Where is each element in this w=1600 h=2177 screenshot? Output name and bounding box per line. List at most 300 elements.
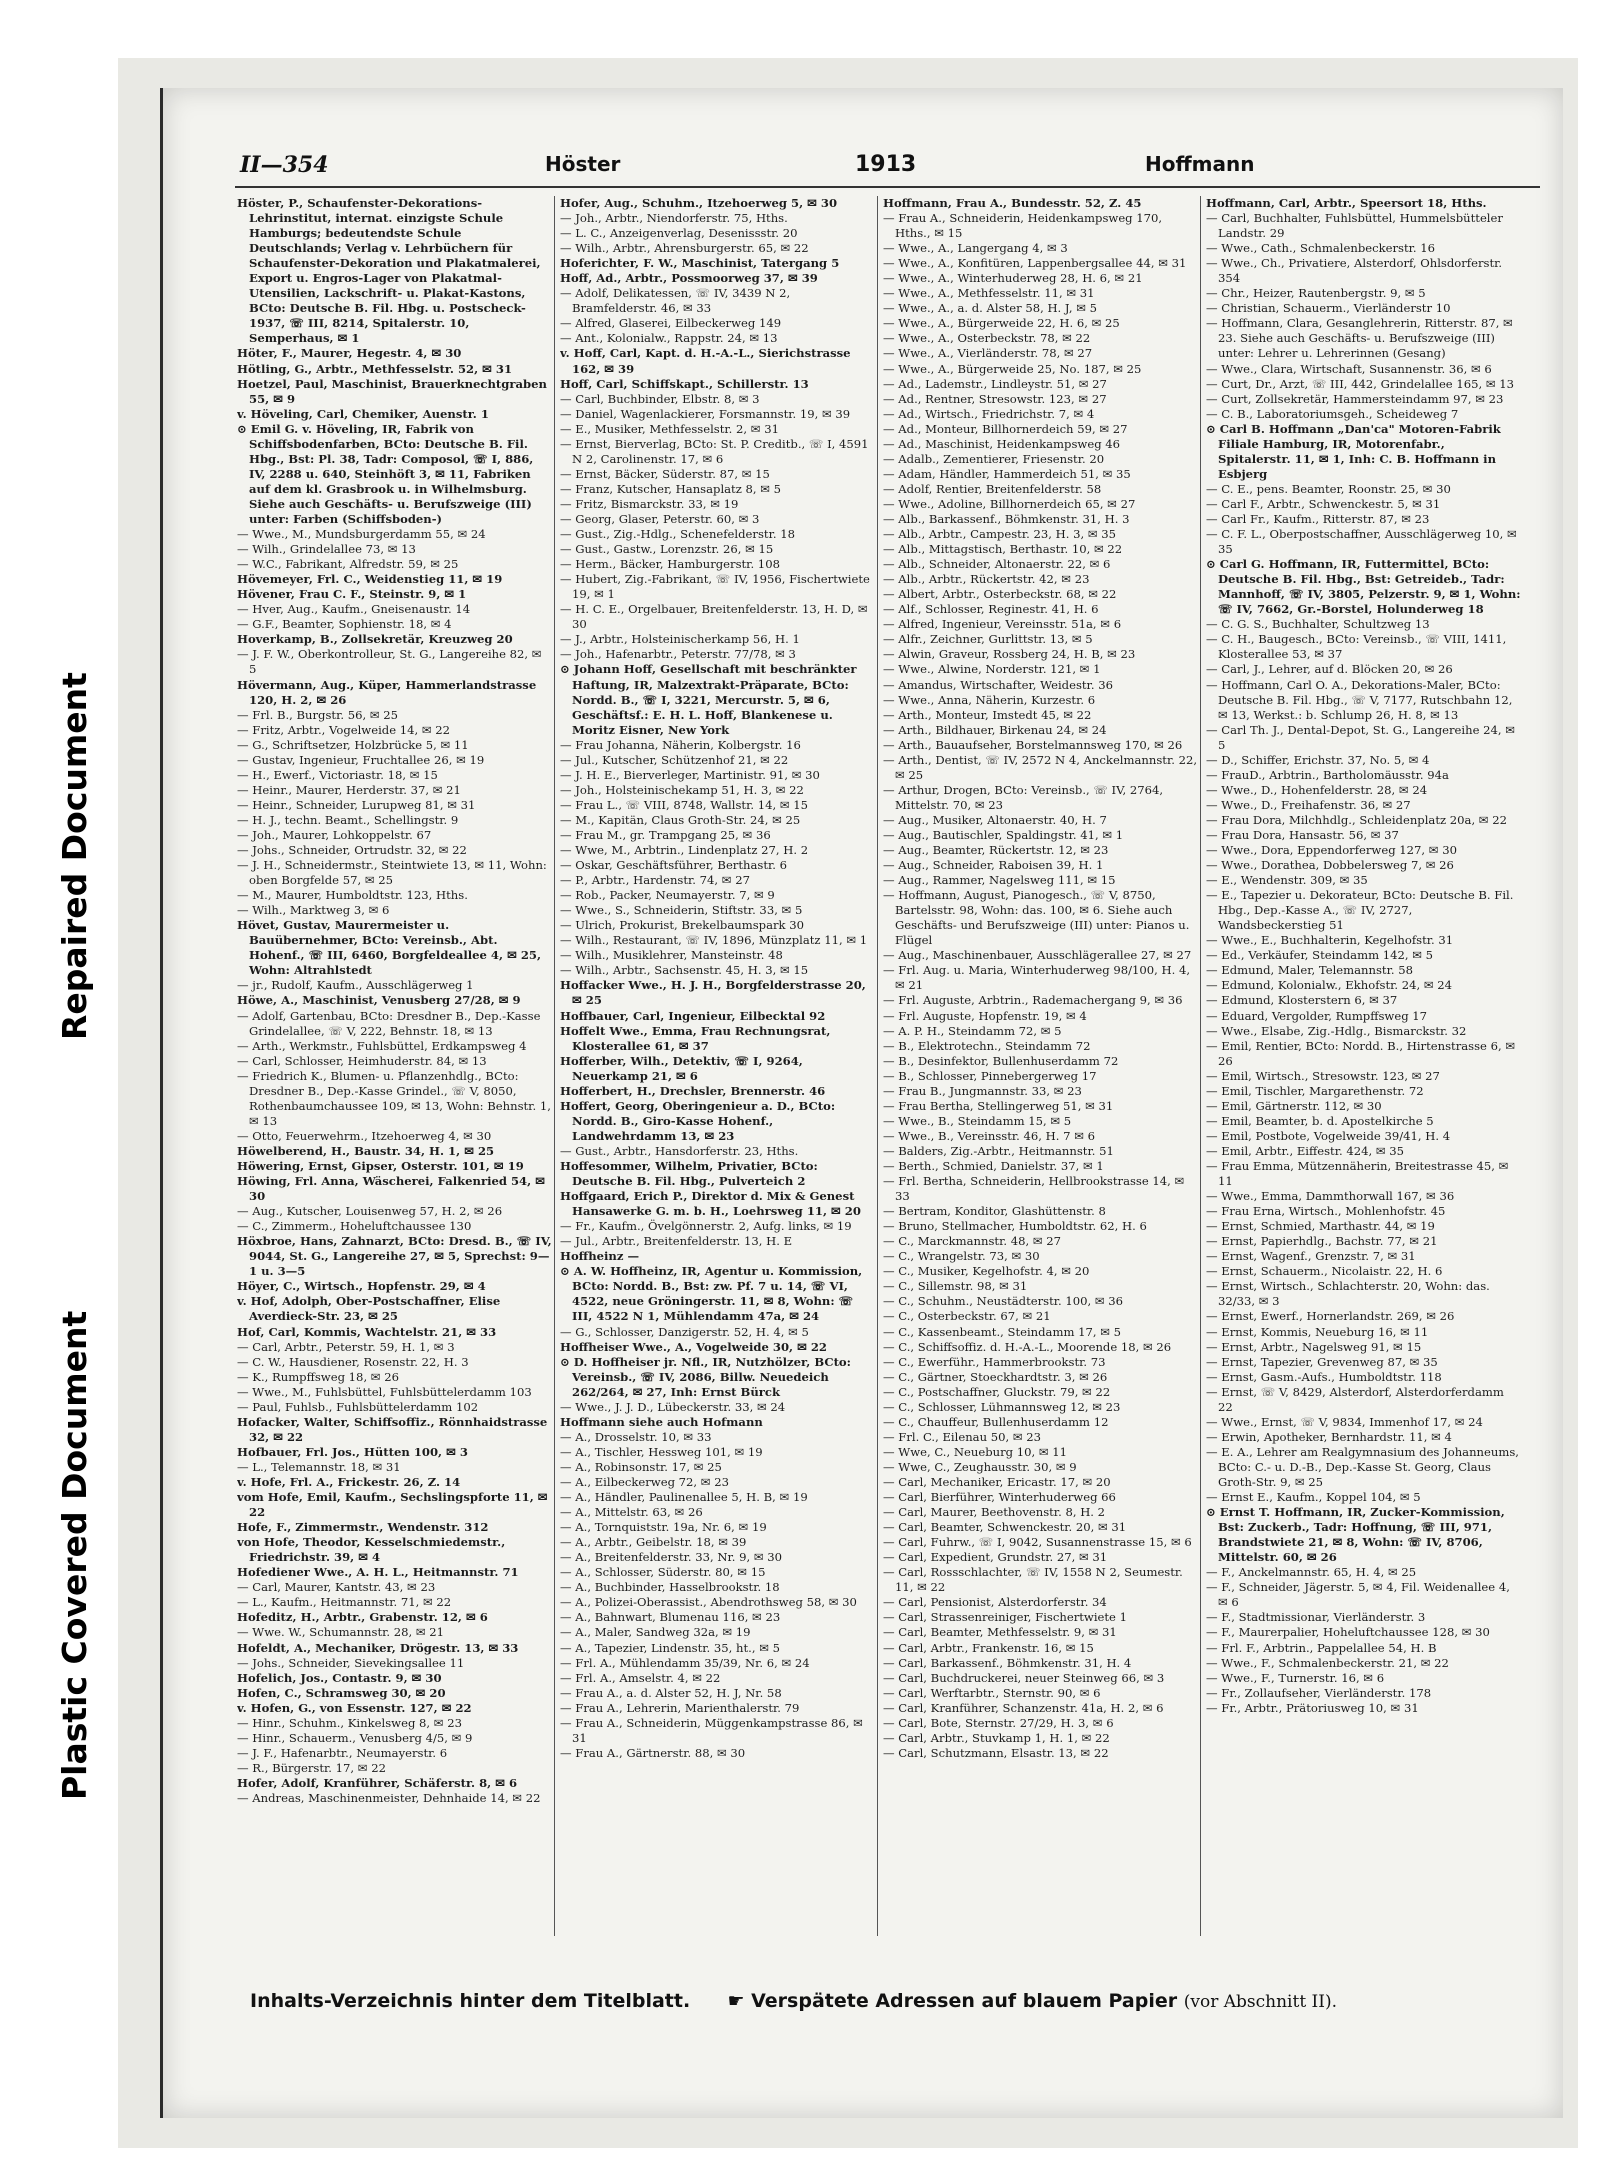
directory-entry: — Hoffmann, Carl O. A., Dekorations-Maler, BCto: Deutsche B. Fil. Hbg., ☏ V, 7177, Rutschbahn 12, ✉ 13, Werkst.: b. Schlump 26, H. 8, ✉ 13 — [1206, 677, 1513, 722]
directory-entry: — Ad., Maschinist, Heidenkampsweg 46 — [883, 436, 1121, 451]
directory-entry: Höwing, Frl. Anna, Wäscherei, Falkenried 54, ✉ 30 — [237, 1174, 545, 1204]
directory-entry: — Oskar, Geschäftsführer, Berthastr. 6 — [560, 858, 788, 873]
directory-entry: — Carl, Werftarbtr., Sternstr. 90, ✉ 6 — [883, 1685, 1101, 1700]
directory-entry: — Wwe., Ernst, ☏ V, 9834, Immenhof 17, ✉ 24 — [1206, 1414, 1483, 1429]
directory-entry: — Gust., Gastw., Lorenzstr. 26, ✉ 15 — [560, 542, 774, 557]
running-head-first-entry: Höster — [545, 152, 621, 176]
directory-entry: — Carl, Bote, Sternstr. 27/29, H. 3, ✉ 6 — [883, 1715, 1114, 1730]
directory-entry: — Ernst, Arbtr., Nagelsweg 91, ✉ 15 — [1206, 1339, 1422, 1354]
directory-entry: — P., Arbtr., Hardenstr. 74, ✉ 27 — [560, 873, 750, 888]
directory-entry: — Ernst, Bierverlag, BCto: St. P. Creditb., ☏ I, 4591 N 2, Carolinenstr. 17, ✉ 6 — [560, 436, 869, 466]
directory-entry: — Adolf, Gartenbau, BCto: Dresdner B., Dep.-Kasse Grindelallee, ☏ V, 222, Behnstr. 18, ✉ 13 — [237, 1008, 541, 1038]
directory-entry: — Wwe., B., Vereinsstr. 46, H. 7 ✉ 6 — [883, 1128, 1095, 1143]
directory-entry: — Hubert, Zig.-Fabrikant, ☏ IV, 1956, Fischertwiete 19, ✉ 1 — [560, 572, 870, 602]
directory-entry: — Wilh., Restaurant, ☏ IV, 1896, Münzplatz 11, ✉ 1 — [560, 933, 868, 948]
directory-entry: — C., Chauffeur, Bullenhuserdamm 12 — [883, 1414, 1109, 1429]
directory-entry: — Frl. B., Burgstr. 56, ✉ 25 — [237, 707, 398, 722]
directory-entry: — Frau B., Jungmannstr. 33, ✉ 23 — [883, 1083, 1082, 1098]
directory-entry: — A., Robinsonstr. 17, ✉ 25 — [560, 1459, 722, 1474]
directory-entry: — Emil, Gärtnerstr. 112, ✉ 30 — [1206, 1098, 1382, 1113]
directory-entry: — Alfred, Glaserei, Eilbeckerweg 149 — [560, 316, 782, 331]
directory-entry: — Carl, Barkassenf., Böhmkenstr. 31, H. 4 — [883, 1655, 1132, 1670]
directory-entry: — Carl, Beamter, Methfesselstr. 9, ✉ 31 — [883, 1625, 1117, 1640]
directory-entry: Hofacker, Walter, Schiffsoffiz., Rönnhaidstrasse 32, ✉ 22 — [237, 1414, 548, 1444]
directory-entry: — Wwe., B., Steindamm 15, ✉ 5 — [883, 1113, 1072, 1128]
directory-entry: — Gustav, Ingenieur, Fruchtallee 26, ✉ 19 — [237, 752, 485, 767]
directory-entry: Höyer, C., Wirtsch., Hopfenstr. 29, ✉ 4 — [237, 1279, 486, 1294]
directory-entry: — Fr., Zollaufseher, Vierländerstr. 178 — [1206, 1685, 1432, 1700]
directory-entry: — Frl. A., Amselstr. 4, ✉ 22 — [560, 1670, 721, 1685]
directory-entry: Hofeldt, A., Mechaniker, Drögestr. 13, ✉ 33 — [237, 1640, 519, 1655]
directory-entry: — Carl, Buchdruckerei, neuer Steinweg 66, ✉ 3 — [883, 1670, 1165, 1685]
directory-entry: — Wwe., A., Bürgerweide 22, H. 6, ✉ 25 — [883, 316, 1120, 331]
directory-entry: ⊙ A. W. Hoffheinz, IR, Agentur u. Kommission, BCto: Nordd. B., Bst: zw. Pf. 7 u. 14, ☏ VI, 4522, neue Gröningerstr. 11, ✉ 8, Wohn: ☏ III, 4522 N 1, Mühlendamm 47a, ✉ 24 — [560, 1264, 863, 1324]
directory-entry: — Wwe., Cath., Schmalenbeckerstr. 16 — [1206, 241, 1436, 256]
directory-entry: — Albert, Arbtr., Osterbeckstr. 68, ✉ 22 — [883, 587, 1117, 602]
directory-entry: — Arth., Monteur, Imstedt 45, ✉ 22 — [883, 707, 1092, 722]
directory-entry: — D., Schiffer, Erichstr. 37, No. 5, ✉ 4 — [1206, 752, 1430, 767]
directory-entry: — Wwe., Ch., Privatiere, Alsterdorf, Ohlsdorferstr. 354 — [1206, 256, 1503, 286]
directory-entry: — Ad., Lademstr., Lindleystr. 51, ✉ 27 — [883, 376, 1107, 391]
directory-entry: — Frau A., Schneiderin, Müggenkampstrasse 86, ✉ 31 — [560, 1715, 863, 1745]
directory-entry: — Paul, Fuhlsb., Fuhlsbüttelerdamm 102 — [237, 1399, 479, 1414]
directory-entry: — Carl, Expedient, Grundstr. 27, ✉ 31 — [883, 1550, 1108, 1565]
directory-entry: — Fritz, Bismarckstr. 33, ✉ 19 — [560, 496, 739, 511]
directory-entry: — Carl, Rossschlachter, ☏ IV, 1558 N 2, Seumestr. 11, ✉ 22 — [883, 1565, 1183, 1595]
directory-entry: Höwe, A., Maschinist, Venusberg 27/28, ✉ 9 — [237, 993, 521, 1008]
directory-entry: — Arth., Dentist, ☏ IV, 2572 N 4, Anckelmannstr. 22, ✉ 25 — [883, 752, 1198, 782]
directory-entry: Hoffelt Wwe., Emma, Frau Rechnungsrat, Klosterallee 61, ✉ 37 — [560, 1023, 831, 1053]
directory-entry: — Wwe., Emma, Dammthorwall 167, ✉ 36 — [1206, 1189, 1455, 1204]
directory-entry: — A., Tischler, Hessweg 101, ✉ 19 — [560, 1444, 763, 1459]
directory-entry: — C., Ewerführ., Hammerbrookstr. 73 — [883, 1354, 1106, 1369]
side-label-repaired: Repaired Document — [55, 672, 94, 1040]
directory-entry: — Wwe., A., Langergang 4, ✉ 3 — [883, 241, 1068, 256]
directory-entry: — Aug., Schneider, Raboisen 39, H. 1 — [883, 858, 1104, 873]
directory-entry: — Ernst, Papierhdlg., Bachstr. 77, ✉ 21 — [1206, 1234, 1438, 1249]
directory-entry: — Ernst, Bäcker, Süderstr. 87, ✉ 15 — [560, 466, 770, 481]
directory-entry: ⊙ Johann Hoff, Gesellschaft mit beschränkter Haftung, IR, Malzextrakt-Präparate, BCto: Nordd. B., ☏ I, 3221, Mercurstr. 5, ✉ 6, Geschäftsf.: E. H. L. Hoff, Blankenese u. Moritz Eisner, New York — [560, 662, 857, 737]
directory-entry: — J. H., Schneidermstr., Steintwiete 13, ✉ 11, Wohn: oben Borgfelde 57, ✉ 25 — [237, 858, 547, 888]
directory-entry: — C. W., Hausdiener, Rosenstr. 22, H. 3 — [237, 1354, 469, 1369]
directory-entry: — Frl. Auguste, Arbtrin., Rademachergang 9, ✉ 36 — [883, 993, 1183, 1008]
directory-entry: — Ant., Kolonialw., Rappstr. 24, ✉ 13 — [560, 331, 778, 346]
header-rule — [235, 186, 1540, 188]
directory-entry: — C., Postschaffner, Gluckstr. 79, ✉ 22 — [883, 1384, 1111, 1399]
directory-entry: — Erwin, Apotheker, Bernhardstr. 11, ✉ 4 — [1206, 1429, 1452, 1444]
directory-entry: — Frau A., Schneiderin, Heidenkampsweg 170, Hths., ✉ 15 — [883, 211, 1163, 241]
pointing-hand-icon: ☛ — [727, 1990, 745, 2012]
directory-entry: — C., Musiker, Kegelhofstr. 4, ✉ 20 — [883, 1264, 1090, 1279]
index-note: Inhalts-Verzeichnis hinter dem Titelblatt. — [250, 1990, 691, 2012]
directory-entry: — Carl, Buchhalter, Fuhlsbüttel, Hummelsbütteler Landstr. 29 — [1206, 211, 1503, 241]
directory-entry: — Carl, Schutzmann, Elsastr. 13, ✉ 22 — [883, 1745, 1109, 1760]
directory-entry: Hoffesommer, Wilhelm, Privatier, BCto: Deutsche B. Fil. Hbg., Pulverteich 2 — [560, 1159, 818, 1189]
directory-entry: — C. G. S., Buchhalter, Schultzweg 13 — [1206, 617, 1430, 632]
directory-entry: v. Hofen, G., von Essenstr. 127, ✉ 22 — [237, 1700, 472, 1715]
directory-entry: — Fr., Arbtr., Prätoriusweg 10, ✉ 31 — [1206, 1700, 1419, 1715]
directory-entry: — A., Drosselstr. 10, ✉ 33 — [560, 1429, 712, 1444]
directory-entry: Hoffmann, Carl, Arbtr., Speersort 18, Hths. — [1206, 196, 1487, 210]
directory-entry: — Wwe., Elsabe, Zig.-Hdlg., Bismarckstr. 32 — [1206, 1023, 1467, 1038]
directory-entry: — H. C. E., Orgelbauer, Breitenfelderstr. 13, H. D, ✉ 30 — [560, 602, 868, 632]
directory-entry: — C., Schlosser, Lühmannsweg 12, ✉ 23 — [883, 1399, 1121, 1414]
directory-entry: — Daniel, Wagenlackierer, Forsmannstr. 19, ✉ 39 — [560, 406, 851, 421]
directory-entry: — Gust., Arbtr., Hansdorferstr. 23, Hths. — [560, 1143, 799, 1158]
directory-entry: — Emil, Tischler, Margarethenstr. 72 — [1206, 1083, 1424, 1098]
directory-entry: — C., Osterbeckstr. 67, ✉ 21 — [883, 1309, 1051, 1324]
directory-entry: — Wwe., F., Schmalenbeckerstr. 21, ✉ 22 — [1206, 1655, 1449, 1670]
directory-entry: — Berth., Schmied, Danielstr. 37, ✉ 1 — [883, 1159, 1104, 1173]
directory-entry: — Frau Erna, Wirtsch., Mohlenhofstr. 45 — [1206, 1204, 1446, 1219]
directory-entry: — Alb., Arbtr., Rückertstr. 42, ✉ 23 — [883, 572, 1090, 587]
directory-entry: — K., Rumpffsweg 18, ✉ 26 — [237, 1369, 399, 1384]
directory-entry: — Frau Johanna, Näherin, Kolbergstr. 16 — [560, 737, 801, 752]
directory-entry: Hövemeyer, Frl. C., Weidenstieg 11, ✉ 19 — [237, 572, 503, 587]
directory-entry: — Johs., Schneider, Sievekingsallee 11 — [237, 1655, 465, 1670]
directory-entry: — E., Tapezier u. Dekorateur, BCto: Deutsche B. Fil. Hbg., Dep.-Kasse A., ☏ IV, 2727, Wandsbeckerstieg 51 — [1206, 888, 1514, 933]
directory-entry: — Arth., Werkmstr., Fuhlsbüttel, Erdkampsweg 4 — [237, 1038, 527, 1053]
running-head-last-entry: Hoffmann — [1145, 152, 1255, 176]
directory-entry: — Frau Dora, Milchhdlg., Schleidenplatz 20a, ✉ 22 — [1206, 812, 1507, 827]
directory-entry: — Adolf, Rentier, Breitenfelderstr. 58 — [883, 481, 1102, 496]
directory-entry: — Wwe., M., Mundsburgerdamm 55, ✉ 24 — [237, 527, 486, 542]
directory-entry: — Emil, Wirtsch., Stresowstr. 123, ✉ 27 — [1206, 1068, 1440, 1083]
directory-entry: Höxbroe, Hans, Zahnarzt, BCto: Dresd. B., ☏ IV, 9044, St. G., Langereihe 27, ✉ 5, Sprechst: 9—1 u. 3—5 — [237, 1234, 552, 1279]
directory-entry: Höter, F., Maurer, Hegestr. 4, ✉ 30 — [237, 346, 462, 361]
directory-entry: — Wwe., Alwine, Norderstr. 121, ✉ 1 — [883, 662, 1101, 677]
directory-entry: — L., Telemannstr. 18, ✉ 31 — [237, 1459, 401, 1474]
directory-entry: — Frl. Auguste, Hopfenstr. 19, ✉ 4 — [883, 1008, 1087, 1023]
directory-entry: — Ernst, Wirtsch., Schlachterstr. 20, Wohn: das. 32/33, ✉ 3 — [1206, 1279, 1490, 1309]
directory-entry: — Wwe., F., Turnerstr. 16, ✉ 6 — [1206, 1670, 1385, 1685]
directory-entry: — Hoffmann, Clara, Gesanglehrerin, Ritterstr. 87, ✉ 23. Siehe auch Geschäfts- u. Berufszweige (III) unter: Lehrer u. Lehrerinnen (Gesang) — [1206, 316, 1513, 361]
directory-entry: — Carl, Kranführer, Schanzenstr. 41a, H. 2, ✉ 6 — [883, 1700, 1164, 1715]
directory-entry: — A., Eilbeckerweg 72, ✉ 23 — [560, 1474, 729, 1489]
directory-entry: — C., Gärtner, Stoeckhardtstr. 3, ✉ 26 — [883, 1369, 1108, 1384]
directory-entry: Hofbauer, Frl. Jos., Hütten 100, ✉ 3 — [237, 1444, 468, 1459]
directory-entry: — Frl. C., Eilenau 50, ✉ 23 — [883, 1429, 1042, 1444]
directory-entry: — Aug., Maschinenbauer, Ausschlägerallee 27, ✉ 27 — [883, 948, 1192, 963]
directory-entry: Höwelberend, H., Baustr. 34, H. 1, ✉ 25 — [237, 1143, 495, 1158]
directory-entry: ⊙ Ernst T. Hoffmann, IR, Zucker-Kommission, Bst: Zuckerb., Tadr: Hoffnung, ☏ III, 971, Brandstwiete 21, ✉ 8, Wohn: ☏ IV, 8706, Mittelstr. 60, ✉ 26 — [1206, 1505, 1505, 1565]
directory-entry: — C. H., Baugesch., BCto: Vereinsb., ☏ VIII, 1411, Klosterallee 53, ✉ 37 — [1206, 632, 1507, 662]
directory-entry: — G.F., Beamter, Sophienstr. 18, ✉ 4 — [237, 617, 452, 632]
directory-entry: — Carl, Strassenreiniger, Fischertwiete 1 — [883, 1610, 1127, 1625]
directory-entry: — B., Schlosser, Pinnebergerweg 17 — [883, 1068, 1097, 1083]
directory-entry: Hofferbert, H., Drechsler, Brennerstr. 46 — [560, 1083, 826, 1098]
directory-entry: — C., Zimmerm., Hoheluftchaussee 130 — [237, 1219, 472, 1234]
directory-entry: — Joh., Arbtr., Niendorferstr. 75, Hths. — [560, 211, 788, 226]
directory-entry: — Ernst, Ewerf., Hornerlandstr. 269, ✉ 26 — [1206, 1309, 1455, 1324]
directory-entry: — Emil, Rentier, BCto: Nordd. B., Hirtenstrasse 6, ✉ 26 — [1206, 1038, 1516, 1068]
directory-entry: — Ernst E., Kaufm., Koppel 104, ✉ 5 — [1206, 1490, 1421, 1505]
directory-entry: — J., Arbtr., Holsteinischerkamp 56, H. 1 — [560, 632, 800, 647]
directory-entry: — Hver, Aug., Kaufm., Gneisenaustr. 14 — [237, 602, 471, 617]
directory-entry: — Carl, Bierführer, Winterhuderweg 66 — [883, 1490, 1116, 1505]
directory-entry: — M., Maurer, Humboldtstr. 123, Hths. — [237, 888, 468, 903]
directory-entry: — Fr., Kaufm., Övelgönnerstr. 2, Aufg. links, ✉ 19 — [560, 1219, 852, 1234]
directory-entry: ⊙ Carl B. Hoffmann „Dan'ca" Motoren-Fabrik Filiale Hamburg, IR, Motorenfabr., Spitalerstr. 11, ✉ 1, Inh: C. B. Hoffmann in Esbjerg — [1206, 421, 1501, 481]
directory-entry: — jr., Rudolf, Kaufm., Ausschlägerweg 1 — [237, 978, 474, 993]
directory-entry: — Fritz, Arbtr., Vogelweide 14, ✉ 22 — [237, 722, 451, 737]
directory-entry: — Alb., Barkassenf., Böhmkenstr. 31, H. 3 — [883, 511, 1130, 526]
directory-entry: — Carl Fr., Kaufm., Ritterstr. 87, ✉ 23 — [1206, 511, 1430, 526]
directory-entry: — Emil, Arbtr., Eiffestr. 424, ✉ 35 — [1206, 1143, 1405, 1158]
column-4 — [1206, 196, 1521, 1936]
directory-entry: — A., Buchbinder, Hasselbrookstr. 18 — [560, 1580, 780, 1595]
column-3 — [883, 196, 1198, 1936]
directory-entry: — C., Wrangelstr. 73, ✉ 30 — [883, 1249, 1040, 1264]
directory-entry: — Wilh., Musiklehrer, Mansteinstr. 48 — [560, 948, 783, 963]
directory-entry: — Wwe., A., Winterhuderweg 28, H. 6, ✉ 21 — [883, 271, 1143, 286]
directory-entry: — Chr., Heizer, Rautenbergstr. 9, ✉ 5 — [1206, 286, 1426, 301]
directory-entry: — Aug., Kutscher, Louisenweg 57, H. 2, ✉ 26 — [237, 1204, 503, 1219]
directory-entry: — FrauD., Arbtrin., Bartholomäusstr. 94a — [1206, 767, 1449, 782]
directory-entry: — Friedrich K., Blumen- u. Pflanzenhdlg., BCto: Dresdner B., Dep.-Kasse Grindel., ☏ V, 8050, Rothenbaumchaussee 109, ✉ 13, Wohn: Behnstr. 1, ✉ 13 — [237, 1068, 551, 1128]
directory-entry: — Wwe., D., Hohenfelderstr. 28, ✉ 24 — [1206, 782, 1428, 797]
directory-entry: — Wwe., Dorathea, Dobbelersweg 7, ✉ 26 — [1206, 858, 1454, 873]
directory-entry: Hoferichter, F. W., Maschinist, Tatergang 5 — [560, 256, 840, 271]
directory-entry: v. Hof, Adolph, Ober-Postschaffner, Elise Averdieck-Str. 23, ✉ 25 — [237, 1294, 501, 1324]
directory-entry: Hoffheinz — — [560, 1249, 640, 1264]
directory-entry: — Frau A., Gärtnerstr. 88, ✉ 30 — [560, 1745, 746, 1760]
directory-entry: — Wilh., Arbtr., Sachsenstr. 45, H. 3, ✉ 15 — [560, 963, 809, 978]
directory-entry: — Frau Bertha, Stellingerweg 51, ✉ 31 — [883, 1098, 1114, 1113]
directory-entry: — Aug., Rammer, Nagelsweg 111, ✉ 15 — [883, 873, 1116, 888]
directory-entry: — A., Maler, Sandweg 32a, ✉ 19 — [560, 1625, 751, 1640]
directory-entry: — C., Schiffsoffiz. d. H.-A.-L., Moorende 18, ✉ 26 — [883, 1339, 1172, 1354]
directory-entry: — Ernst, Gasm.-Aufs., Humboldtstr. 118 — [1206, 1369, 1442, 1384]
directory-entry: — Arth., Bildhauer, Birkenau 24, ✉ 24 — [883, 722, 1107, 737]
directory-entry: — Wwe, M., Arbtrin., Lindenplatz 27, H. 2 — [560, 843, 809, 858]
directory-entry: — Wwe., A., Osterbeckstr. 78, ✉ 22 — [883, 331, 1091, 346]
directory-entry: — Frau Dora, Hansastr. 56, ✉ 37 — [1206, 827, 1399, 842]
directory-entry: — Ed., Verkäufer, Steindamm 142, ✉ 5 — [1206, 948, 1434, 963]
directory-entry: — Aug., Beamter, Rückertstr. 12, ✉ 23 — [883, 843, 1109, 858]
directory-entry: — Arth., Bauaufseher, Borstelmannsweg 170, ✉ 26 — [883, 737, 1183, 752]
directory-entry: — A., Polizei-Oberassist., Abendrothsweg 58, ✉ 30 — [560, 1595, 857, 1610]
directory-entry: — Wwe., A., Vierländerstr. 78, ✉ 27 — [883, 346, 1093, 361]
directory-entry: — W.C., Fabrikant, Alfredstr. 59, ✉ 25 — [237, 557, 459, 572]
directory-entry: — Wwe., Clara, Wirtschaft, Susannenstr. 36, ✉ 6 — [1206, 361, 1492, 376]
directory-entry: v. Hofe, Frl. A., Frickestr. 26, Z. 14 — [237, 1474, 461, 1489]
directory-entry: — Heinr., Schneider, Lurupweg 81, ✉ 31 — [237, 797, 476, 812]
directory-entry: v. Höveling, Carl, Chemiker, Auenstr. 1 — [237, 406, 489, 421]
directory-entry: — Bruno, Stellmacher, Humboldtstr. 62, H. 6 — [883, 1219, 1147, 1234]
directory-entry: — B., Elektrotechn., Steindamm 72 — [883, 1038, 1091, 1053]
directory-entry: — Ernst, Kommis, Neueburg 16, ✉ 11 — [1206, 1324, 1429, 1339]
directory-entry: — Joh., Maurer, Lohkoppelstr. 67 — [237, 827, 432, 842]
directory-entry: — Frl. Bertha, Schneiderin, Hellbrookstrasse 14, ✉ 33 — [883, 1174, 1185, 1204]
directory-entry: — C., Sillemstr. 98, ✉ 31 — [883, 1279, 1028, 1294]
directory-entry: — H., Ewerf., Victoriastr. 18, ✉ 15 — [237, 767, 438, 782]
directory-entry: — C. B., Laboratoriumsgeh., Scheideweg 7 — [1206, 406, 1459, 421]
directory-entry: — Emil, Beamter, b. d. Apostelkirche 5 — [1206, 1113, 1434, 1128]
column-2 — [560, 196, 875, 1936]
directory-entry: Hofelich, Jos., Contastr. 9, ✉ 30 — [237, 1670, 442, 1685]
directory-entry: Hötling, G., Arbtr., Methfesselstr. 52, ✉ 31 — [237, 361, 513, 376]
directory-entry: — Wwe., Anna, Näherin, Kurzestr. 6 — [883, 692, 1096, 707]
directory-entry: — H. J., techn. Beamt., Schellingstr. 9 — [237, 812, 459, 827]
directory-entry: — C., Marckmannstr. 48, ✉ 27 — [883, 1234, 1061, 1249]
directory-entry: Hoffbauer, Carl, Ingenieur, Eilbecktal 92 — [560, 1008, 826, 1023]
directory-entry: — Jul., Arbtr., Breitenfelderstr. 13, H. E — [560, 1234, 793, 1249]
directory-entry: — Otto, Feuerwehrm., Itzehoerweg 4, ✉ 30 — [237, 1128, 492, 1143]
directory-entry: Hövermann, Aug., Küper, Hammerlandstrasse 120, H. 2, ✉ 26 — [237, 677, 537, 707]
directory-entry: — Hoffmann, August, Pianogesch., ☏ V, 8750, Bartelsstr. 98, Wohn: das. 100, ✉ 6. Siehe auch Geschäfts- und Berufszweige (III) unter: Pianos u. Flügel — [883, 888, 1190, 948]
directory-entry: — Wilh., Grindelallee 73, ✉ 13 — [237, 542, 416, 557]
directory-entry: — Georg, Glaser, Peterstr. 60, ✉ 3 — [560, 511, 760, 526]
directory-entry: — Wwe., E., Buchhalterin, Kegelhofstr. 31 — [1206, 933, 1454, 948]
page-footer — [250, 1990, 1550, 2012]
directory-entry: — Alfred, Ingenieur, Vereinsstr. 51a, ✉ 6 — [883, 617, 1122, 632]
directory-entry: — Herm., Bäcker, Hamburgerstr. 108 — [560, 557, 780, 572]
directory-entry: — Joh., Hafenarbtr., Peterstr. 77/78, ✉ 3 — [560, 647, 796, 662]
directory-entry: — Wwe., D., Freihafenstr. 36, ✉ 27 — [1206, 797, 1411, 812]
column-divider — [554, 196, 555, 1936]
directory-entry: — Ad., Wirtsch., Friedrichstr. 7, ✉ 4 — [883, 406, 1095, 421]
directory-entry: — Wwe., M., Fuhlsbüttel, Fuhlsbüttelerdamm 103 — [237, 1384, 532, 1399]
directory-entry: Hoffacker Wwe., H. J. H., Borgfelderstrasse 20, ✉ 25 — [560, 978, 866, 1008]
directory-entry: Hoffert, Georg, Oberingenieur a. D., BCto: Nordd. B., Giro-Kasse Hohenf., Landwehrdamm 13, ✉ 23 — [560, 1098, 836, 1143]
directory-entry: — C. F. L., Oberpostschaffner, Ausschlägerweg 10, ✉ 35 — [1206, 527, 1517, 557]
directory-entry: — Alwin, Graveur, Rossberg 24, H. B, ✉ 23 — [883, 647, 1136, 662]
directory-entry: — Ad., Monteur, Billhornerdeich 59, ✉ 27 — [883, 421, 1128, 436]
directory-entry: — Aug., Musiker, Altonaerstr. 40, H. 7 — [883, 812, 1107, 827]
directory-entry: — Wwe., A., Methfesselstr. 11, ✉ 31 — [883, 286, 1095, 301]
directory-entry: Hoffgaard, Erich P., Direktor d. Mix & Genest Hansawerke G. m. b. H., Loehrsweg 11, ✉ 20 — [560, 1189, 861, 1219]
directory-entry: Hoffheiser Wwe., A., Vogelweide 30, ✉ 22 — [560, 1339, 827, 1354]
directory-entry: — A., Arbtr., Geibelstr. 18, ✉ 39 — [560, 1535, 747, 1550]
directory-entry: — J. F. W., Oberkontrolleur, St. G., Langereihe 82, ✉ 5 — [237, 647, 542, 677]
directory-entry: — Emil, Postbote, Vogelweide 39/41, H. 4 — [1206, 1128, 1451, 1143]
directory-entry: — J. H. E., Bierverleger, Martinistr. 91, ✉ 30 — [560, 767, 820, 782]
directory-entry: — Johs., Schneider, Ortrudstr. 32, ✉ 22 — [237, 843, 467, 858]
directory-entry: — Hinr., Schauerm., Venusberg 4/5, ✉ 9 — [237, 1730, 473, 1745]
directory-entry: — Curt, Zollsekretär, Hammersteindamm 97, ✉ 23 — [1206, 391, 1504, 406]
directory-entry: — E., Musiker, Methfesselstr. 2, ✉ 31 — [560, 421, 779, 436]
directory-entry: — F., Anckelmannstr. 65, H. 4, ✉ 25 — [1206, 1565, 1417, 1580]
directory-entry: — Frau A., a. d. Alster 52, H. J, Nr. 58 — [560, 1685, 782, 1700]
directory-entry: — Ad., Rentner, Stresowstr. 123, ✉ 27 — [883, 391, 1107, 406]
directory-entry: — Frau Emma, Mützennäherin, Breitestrasse 45, ✉ 11 — [1206, 1159, 1509, 1189]
directory-entry: — Arthur, Drogen, BCto: Vereinsb., ☏ IV, 2764, Mittelstr. 70, ✉ 23 — [883, 782, 1164, 812]
directory-entry: v. Hoff, Carl, Kapt. d. H.-A.-L., Sierichstrasse 162, ✉ 39 — [560, 346, 851, 376]
directory-entry: — A., Händler, Paulinenallee 5, H. B, ✉ 19 — [560, 1490, 808, 1505]
side-label-plastic: Plastic Covered Document — [55, 1310, 94, 1800]
directory-entry: — Frau M., gr. Trampgang 25, ✉ 36 — [560, 827, 771, 842]
directory-entry: — Franz, Kutscher, Hansaplatz 8, ✉ 5 — [560, 481, 782, 496]
directory-entry: Hoff, Ad., Arbtr., Possmoorweg 37, ✉ 39 — [560, 271, 818, 286]
late-addresses-note: Verspätete Adressen auf blauem Papier — [751, 1990, 1178, 2012]
running-head-year: 1913 — [855, 152, 917, 177]
directory-entry: — A., Tornquiststr. 19a, Nr. 6, ✉ 19 — [560, 1520, 767, 1535]
directory-entry: — Andreas, Maschinenmeister, Dehnhaide 14, ✉ 22 — [237, 1790, 541, 1805]
directory-entry: — Ernst, Schmied, Marthastr. 44, ✉ 19 — [1206, 1219, 1435, 1234]
directory-entry: — L., Kaufm., Heitmannstr. 71, ✉ 22 — [237, 1595, 452, 1610]
directory-entry: — Carl F., Arbtr., Schwenckestr. 5, ✉ 31 — [1206, 496, 1441, 511]
directory-entry: — Frl. F., Arbtrin., Pappelallee 54, H. B — [1206, 1640, 1437, 1655]
directory-entry: — E. A., Lehrer am Realgymnasium des Johanneums, BCto: C.- u. D.-B., Dep.-Kasse St. Georg, Claus Groth-Str. 9, ✉ 25 — [1206, 1444, 1519, 1489]
directory-entry: Höwering, Ernst, Gipser, Osterstr. 101, ✉ 19 — [237, 1159, 524, 1173]
directory-entry: Hof, Carl, Kommis, Wachtelstr. 21, ✉ 33 — [237, 1324, 497, 1339]
directory-entry: — Ernst, Tapezier, Grevenweg 87, ✉ 35 — [1206, 1354, 1438, 1369]
page-number: II—354 — [240, 152, 329, 178]
directory-entry: — Hinr., Schuhm., Kinkelsweg 8, ✉ 23 — [237, 1715, 462, 1730]
directory-entry: Hofer, Aug., Schuhm., Itzehoerweg 5, ✉ 30 — [560, 196, 838, 210]
directory-entry: — Heinr., Maurer, Herderstr. 37, ✉ 21 — [237, 782, 461, 797]
directory-entry: — F., Stadtmissionar, Vierländerstr. 3 — [1206, 1610, 1426, 1625]
directory-entry: — Wwe., A., Konfitüren, Lappenbergsallee 44, ✉ 31 — [883, 256, 1187, 271]
directory-entry: — A., Tapezier, Lindenstr. 35, ht., ✉ 5 — [560, 1640, 781, 1655]
directory-entry: — Wilh., Arbtr., Ahrensburgerstr. 65, ✉ 22 — [560, 241, 809, 256]
directory-entry: Höster, P., Schaufenster-Dekorations-Lehrinstitut, internat. einzigste Schule Hamburgs; bedeutendste Schule Deutschlands; Verlag v. Lehrbüchern für Schaufenster-Dekoration und Plakatmalerei, Export u. Engros-Lager von Plakatmal-Utensilien, Lackschrift- u. Plakat-Kastons, BCto: Deutsche B. Fil. Hbg. u. Postscheck-1937, ☏ III, 8214, Spitalerstr. 10, Semperhaus, ✉ 1 — [237, 196, 541, 346]
directory-entry: — Balders, Zig.-Arbtr., Heitmannstr. 51 — [883, 1143, 1114, 1158]
directory-entry: — Gust., Zig.-Hdlg., Schenefelderstr. 18 — [560, 527, 795, 542]
directory-entry: — Frau L., ☏ VIII, 8748, Wallstr. 14, ✉ 15 — [560, 797, 808, 812]
directory-entry: — J. F., Hafenarbtr., Neumayerstr. 6 — [237, 1745, 448, 1760]
directory-entry: ⊙ D. Hoffheiser jr. Nfl., IR, Nutzhölzer, BCto: Vereinsb., ☏ IV, 2086, Billw. Neuedeich 262/264, ✉ 27, Inh: Ernst Bürck — [560, 1354, 851, 1399]
directory-entry: — Frl. Aug. u. Maria, Winterhuderweg 98/100, H. 4, ✉ 21 — [883, 963, 1191, 993]
directory-entry: — Ernst, Schauerm., Nicolaistr. 22, H. 6 — [1206, 1264, 1443, 1279]
directory-entry: Hoff, Carl, Schiffskapt., Schillerstr. 13 — [560, 376, 809, 391]
directory-entry: — Carl, Maurer, Kantstr. 43, ✉ 23 — [237, 1580, 436, 1595]
directory-entry: — A., Schlosser, Süderstr. 80, ✉ 15 — [560, 1565, 766, 1580]
directory-entry: — Alfr., Zeichner, Gurlittstr. 13, ✉ 5 — [883, 632, 1093, 647]
directory-entry: — Carl Th. J., Dental-Depot, St. G., Langereihe 24, ✉ 5 — [1206, 722, 1515, 752]
directory-entry: Hofe, F., Zimmermstr., Wendenstr. 312 — [237, 1520, 489, 1535]
directory-entry: — Carl, Beamter, Schwenckestr. 20, ✉ 31 — [883, 1520, 1127, 1535]
directory-entry: Hofeditz, H., Arbtr., Grabenstr. 12, ✉ 6 — [237, 1610, 488, 1625]
directory-entry: — Wwe., S., Schneiderin, Stiftstr. 33, ✉ 5 — [560, 903, 803, 918]
directory-entry: — L. C., Anzeigenverlag, Desenissstr. 20 — [560, 226, 798, 241]
directory-entry: Hofen, C., Schramsweg 30, ✉ 20 — [237, 1685, 446, 1700]
directory-entry: — M., Kapitän, Claus Groth-Str. 24, ✉ 25 — [560, 812, 801, 827]
directory-entry: — A., Mittelstr. 63, ✉ 26 — [560, 1505, 703, 1520]
directory-entry: — Wwe., J. J. D., Lübeckerstr. 33, ✉ 24 — [560, 1399, 786, 1414]
directory-entry: — Carl, Buchbinder, Elbstr. 8, ✉ 3 — [560, 391, 760, 406]
directory-entry: — A., Bahnwart, Blumenau 116, ✉ 23 — [560, 1610, 781, 1625]
directory-entry: — Eduard, Vergolder, Rumpffsweg 17 — [1206, 1008, 1428, 1023]
directory-entry: ⊙ Carl G. Hoffmann, IR, Futtermittel, BCto: Deutsche B. Fil. Hbg., Bst: Getreideb., Tadr: Mannhoff, ☏ IV, 3805, Pelzerstr. 9, ✉ 1, Wohn: ☏ IV, 7662, Gr.-Borstel, Holunderweg 18 — [1206, 557, 1521, 617]
directory-entry: von Hofe, Theodor, Kesselschmiedemstr., Friedrichstr. 39, ✉ 4 — [237, 1535, 506, 1565]
directory-entry: — Carl, Pensionist, Alsterdorferstr. 34 — [883, 1595, 1107, 1610]
directory-entry: — Carl, Schlosser, Heimhuderstr. 84, ✉ 13 — [237, 1053, 487, 1068]
directory-entry: Hofferber, Wilh., Detektiv, ☏ I, 9264, Neuerkamp 21, ✉ 6 — [560, 1053, 803, 1083]
directory-entry: — B., Desinfektor, Bullenhuserdamm 72 — [883, 1053, 1119, 1068]
directory-entry: vom Hofe, Emil, Kaufm., Sechslingspforte 11, ✉ 22 — [237, 1490, 548, 1520]
directory-entry: Hövet, Gustav, Maurermeister u. Bauübernehmer, BCto: Vereinsb., Abt. Hohenf., ☏ III, 6460, Borgfeldeallee 4, ✉ 25, Wohn: Altrahlstedt — [237, 918, 541, 978]
directory-entry: Hofer, Adolf, Kranführer, Schäferstr. 8, ✉ 6 — [237, 1775, 518, 1790]
directory-entry: — Jul., Kutscher, Schützenhof 21, ✉ 22 — [560, 752, 789, 767]
directory-entry: — G., Schriftsetzer, Holzbrücke 5, ✉ 11 — [237, 737, 469, 752]
directory-entry: — Aug., Bautischler, Spaldingstr. 41, ✉ 1 — [883, 827, 1124, 842]
directory-entry: — Adam, Händler, Hammerdeich 51, ✉ 35 — [883, 466, 1131, 481]
section-reference: (vor Abschnitt II). — [1183, 1992, 1338, 2012]
directory-entry: Hoverkamp, B., Zollsekretär, Kreuzweg 20 — [237, 632, 513, 647]
directory-entry: — Christian, Schauerm., Vierländerstr 10 — [1206, 301, 1451, 316]
directory-entry: — Edmund, Maler, Telemannstr. 58 — [1206, 963, 1413, 978]
directory-entry: — Wwe. W., Schumannstr. 28, ✉ 21 — [237, 1625, 445, 1640]
directory-entry: — Carl, Arbtr., Peterstr. 59, H. 1, ✉ 3 — [237, 1339, 455, 1354]
directory-entry: — Adalb., Zementierer, Friesenstr. 20 — [883, 451, 1105, 466]
directory-entry: — Adolf, Delikatessen, ☏ IV, 3439 N 2, Bramfelderstr. 46, ✉ 33 — [560, 286, 791, 316]
directory-entry: ⊙ Emil G. v. Höveling, IR, Fabrik von Schiffsbodenfarben, BCto: Deutsche B. Fil. Hbg., Bst: Pl. 38, Tadr: Composol, ☏ I, 886, IV, 2288 u. 640, Steinhöft 3, ✉ 11, Fabriken auf dem kl. Grasbrook u. in Wilhelmsburg. Siehe auch Geschäfts- u. Berufszweige (III) unter: Farben (Schiffsboden-) — [237, 421, 534, 526]
directory-entry: — Carl, Mechaniker, Ericastr. 17, ✉ 20 — [883, 1474, 1111, 1489]
directory-entry: — Alb., Arbtr., Campestr. 23, H. 3, ✉ 35 — [883, 527, 1116, 542]
directory-entry: — Alb., Schneider, Altonaerstr. 22, ✉ 6 — [883, 557, 1111, 572]
